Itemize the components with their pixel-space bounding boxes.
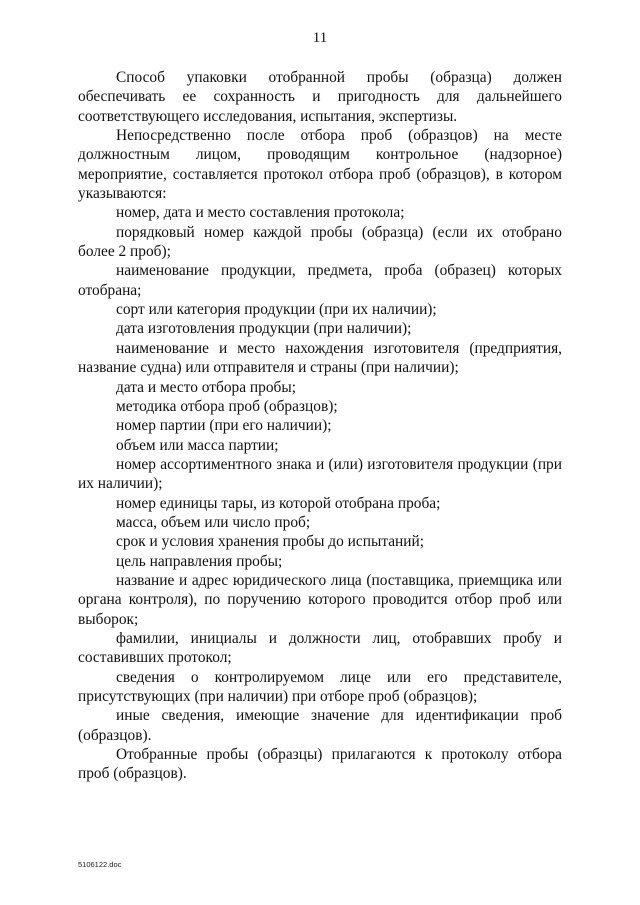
page-number: 11 bbox=[312, 30, 328, 46]
list-item-grade: сорт или категория продукции (при их наличии); bbox=[116, 301, 437, 319]
list-item-batch-volume: объем или масса партии; bbox=[116, 436, 279, 454]
list-item-sample-mass: масса, объем или число проб; bbox=[116, 513, 311, 531]
list-item-sample-number: порядковый номер каждой пробы (образца) (если их отобрано более 2 проб); bbox=[78, 223, 562, 261]
list-item-other-info: иные сведения, имеющие значение для идентификации проб (образцов). bbox=[78, 707, 562, 744]
list-item-assortment-mark: номер ассортиментного знака и (или) изготовителя продукции (при их наличии); bbox=[78, 455, 562, 493]
list-item-purpose: цель направления пробы; bbox=[116, 552, 283, 570]
paragraph-attachment: Отобранные пробы (образцы) прилагаются к протоколу отбора проб (образцов). bbox=[78, 746, 562, 783]
list-item-controlled-person: сведения о контролируемом лице или его представителе, присутствующих (при наличии) при отборе проб (образцов); bbox=[78, 668, 562, 705]
list-item-legal-entity: название и адрес юридического лица (поставщика, приемщика или органа контроля), по поручению которого проводится отбор проб или выборок; bbox=[78, 571, 562, 628]
document-body bbox=[78, 68, 562, 784]
list-item-officials: фамилии, инициалы и должности лиц, отобравших пробу и составивших протокол; bbox=[78, 629, 562, 667]
list-item-storage-conditions: срок и условия хранения пробы до испытаний; bbox=[116, 533, 425, 551]
paragraph-packaging: Способ упаковки отобранной пробы (образца) должен обеспечивать ее сохранность и пригодность для дальнейшего соответствующего исследования, испытания, экспертизы. bbox=[78, 69, 562, 125]
list-item-manufacture-date: дата изготовления продукции (при наличии); bbox=[116, 320, 412, 338]
list-item-batch-number: номер партии (при его наличии); bbox=[116, 417, 332, 435]
paragraph-protocol-intro: Непосредственно после отбора проб (образцов) на месте должностным лицом, проводящим контрольное (надзорное) мероприятие, составляется протокол отбора проб (образцов), в котором указываются: bbox=[78, 127, 562, 203]
list-item-protocol-number: номер, дата и место составления протокола; bbox=[116, 204, 405, 222]
list-item-sampling-date-place: дата и место отбора пробы; bbox=[116, 378, 296, 396]
list-item-sampling-method: методика отбора проб (образцов); bbox=[116, 397, 338, 415]
footer-file-code: 5106122.doc bbox=[78, 860, 122, 869]
list-item-product-name: наименование продукции, предмета, проба (образец) которых отобрана; bbox=[78, 262, 562, 299]
list-item-container-number: номер единицы тары, из которой отобрана проба; bbox=[116, 494, 441, 512]
list-item-manufacturer: наименование и место нахождения изготовителя (предприятия, название судна) или отправителя и страны (при наличии); bbox=[78, 339, 562, 377]
